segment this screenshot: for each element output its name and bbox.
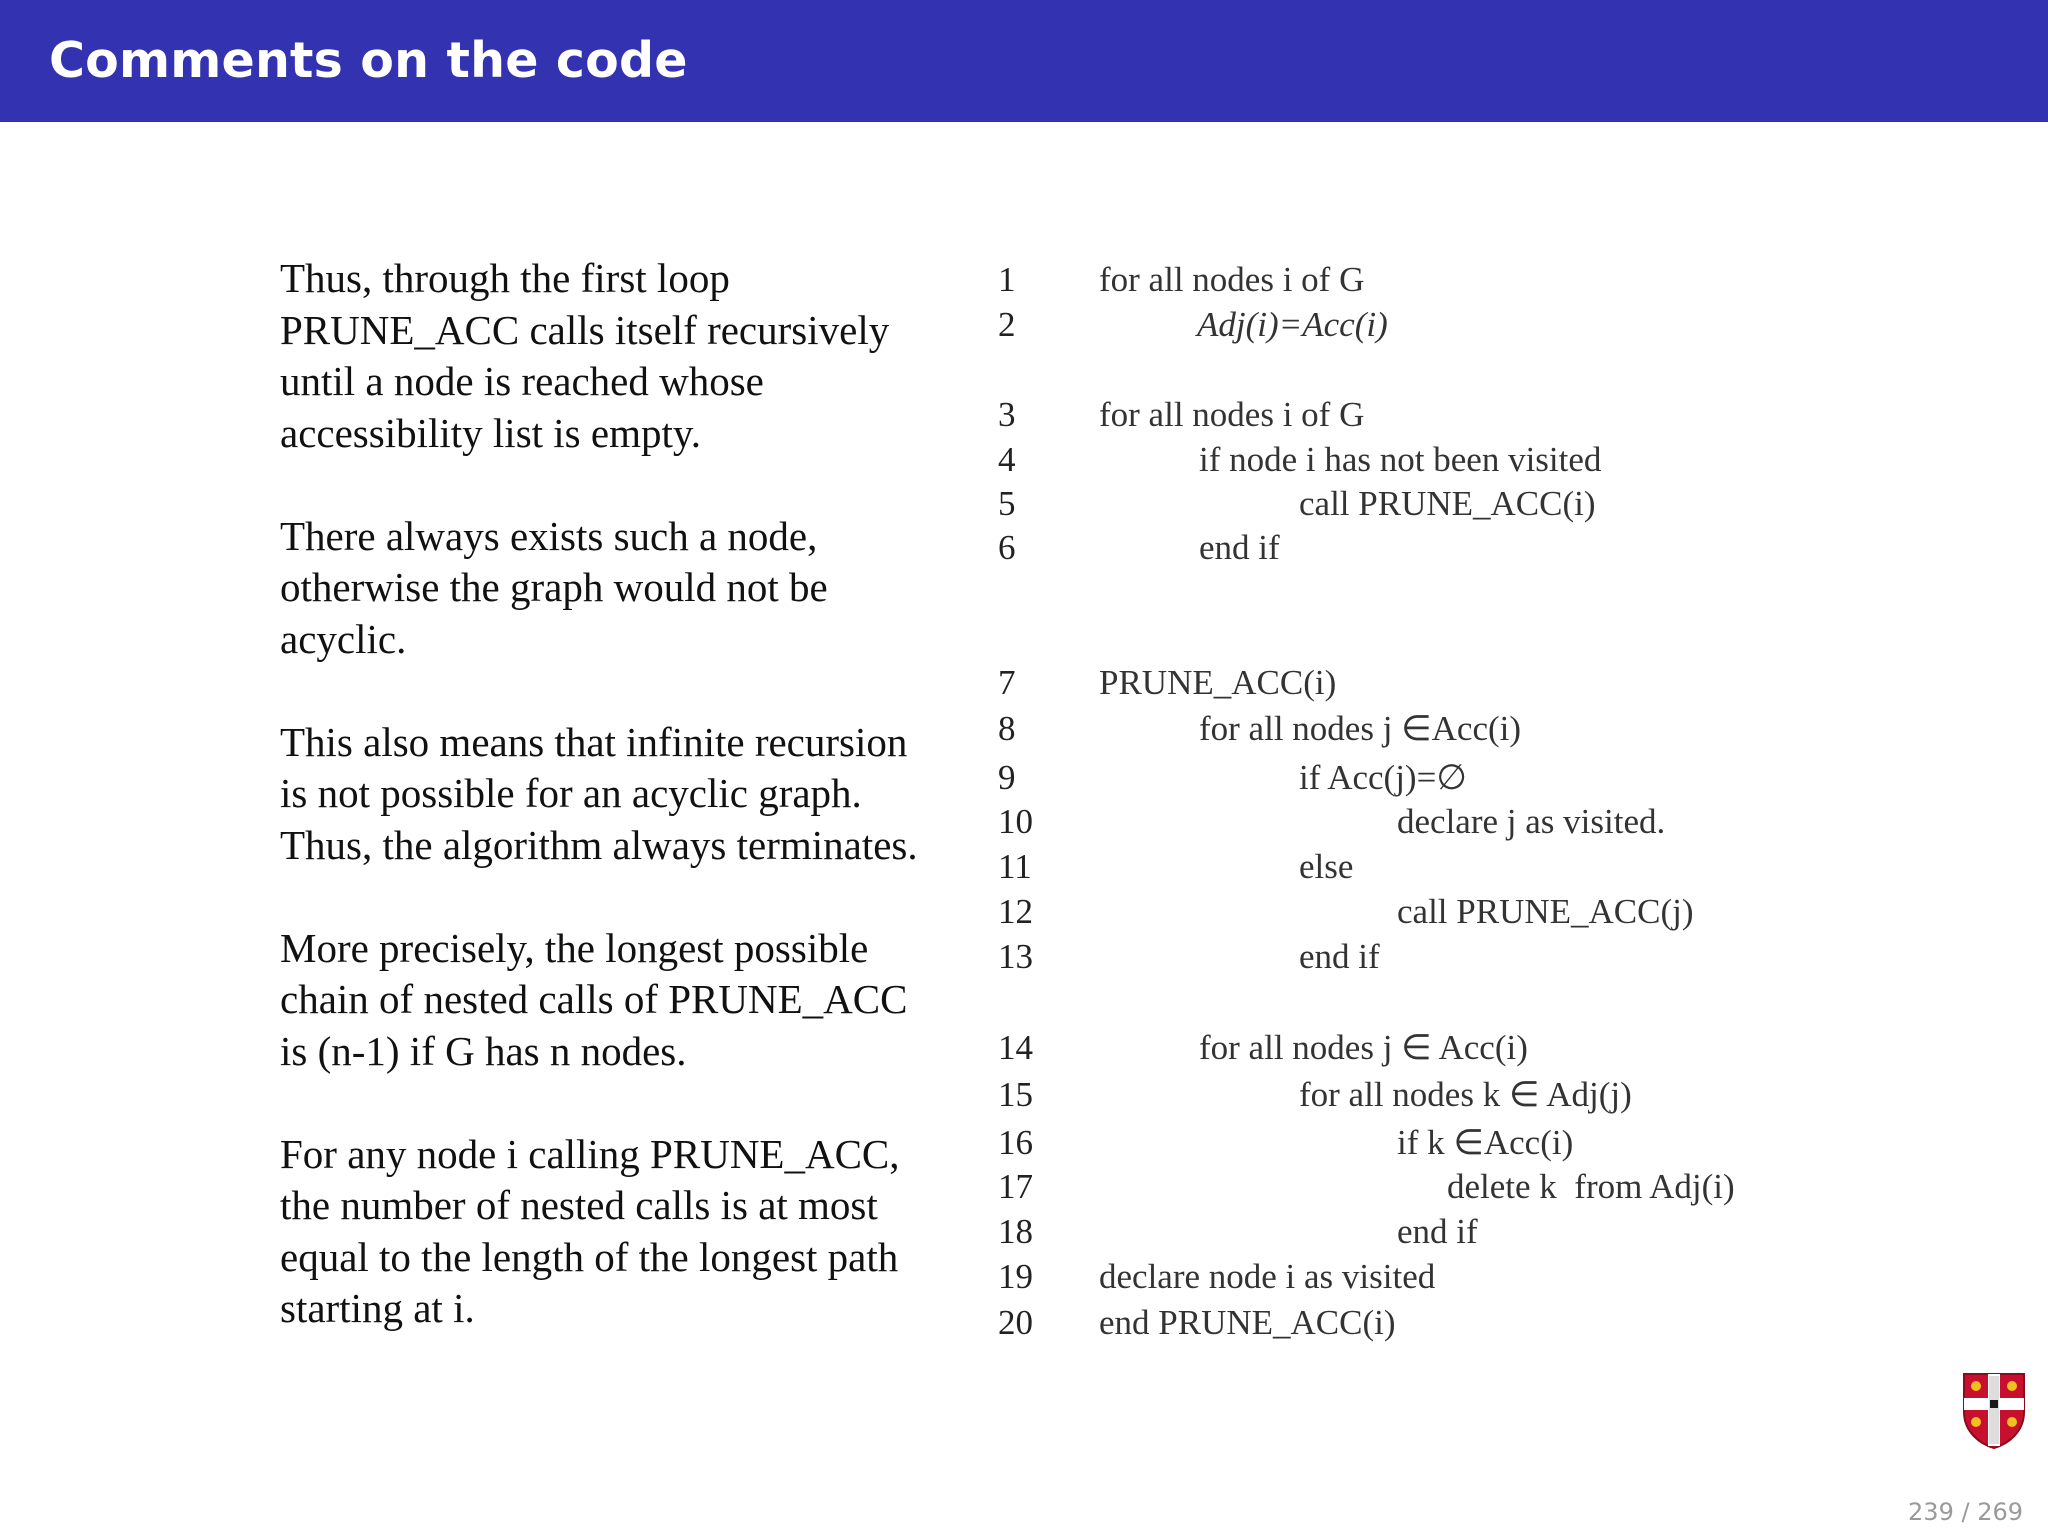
code-line: for all nodes i of G	[1099, 260, 1365, 299]
code-line: for all nodes i of G	[1099, 395, 1365, 434]
line-number: 11	[998, 847, 1032, 886]
code-line: end if	[1397, 1212, 1478, 1251]
university-crest-icon	[1962, 1372, 2026, 1450]
text-line: PRUNE_ACC calls itself recursively	[280, 306, 890, 353]
code-line: end if	[1199, 528, 1280, 567]
code-line: end PRUNE_ACC(i)	[1099, 1303, 1396, 1342]
text-line: Thus, through the first loop	[280, 255, 730, 301]
text-line: More precisely, the longest possible	[280, 924, 869, 971]
line-number: 4	[998, 440, 1016, 479]
line-number: 9	[998, 758, 1016, 797]
text-line: acyclic.	[280, 615, 407, 662]
text-line: starting at i.	[280, 1285, 475, 1331]
code-line: end if	[1299, 937, 1380, 976]
text-line: until a node is reached whose	[280, 358, 764, 404]
code-line: if node i has not been visited	[1199, 440, 1602, 479]
text-line: equal to the length of the longest path	[280, 1233, 899, 1280]
line-number: 10	[998, 802, 1033, 841]
code-line: declare node i as visited	[1099, 1257, 1436, 1296]
line-number: 14	[998, 1028, 1033, 1067]
line-number: 18	[998, 1212, 1033, 1251]
line-number: 16	[998, 1123, 1033, 1162]
text-line: accessibility list is empty.	[280, 409, 701, 456]
line-number: 17	[998, 1167, 1033, 1206]
code-line: if k ∈Acc(i)	[1397, 1123, 1574, 1162]
text-line: is not possible for an acyclic graph.	[280, 770, 862, 816]
code-line: delete k from Adj(i)	[1447, 1167, 1735, 1206]
line-number: 2	[998, 305, 1016, 344]
line-number: 8	[998, 709, 1016, 748]
page-number	[1908, 1498, 2023, 1526]
code-line: if Acc(j)=∅	[1299, 758, 1467, 797]
text-line: chain of nested calls of PRUNE_ACC	[280, 976, 908, 1022]
text-line: This also means that infinite recursion	[280, 718, 908, 765]
line-number: 1	[998, 260, 1016, 299]
code-line: else	[1299, 847, 1354, 886]
line-number: 12	[998, 892, 1033, 931]
text-line: Thus, the algorithm always terminates.	[280, 821, 918, 868]
page-current: 239	[1908, 1498, 1954, 1526]
text-line: is (n-1) if G has n nodes.	[280, 1027, 687, 1074]
code-line: for all nodes k ∈ Adj(j)	[1299, 1075, 1632, 1114]
line-number: 15	[998, 1075, 1033, 1114]
line-number: 6	[998, 528, 1016, 567]
line-number: 7	[998, 663, 1016, 702]
code-line: for all nodes j ∈ Acc(i)	[1199, 1028, 1528, 1067]
line-number: 20	[998, 1303, 1033, 1342]
code-line: for all nodes j ∈Acc(i)	[1199, 709, 1522, 748]
line-number: 3	[998, 395, 1016, 434]
code-line: call PRUNE_ACC(i)	[1299, 484, 1596, 523]
line-number: 5	[998, 484, 1016, 523]
text-line: otherwise the graph would not be	[280, 564, 828, 610]
slide-title: Comments on the code	[49, 32, 688, 89]
code-line: declare j as visited.	[1397, 802, 1666, 841]
code-line: PRUNE_ACC(i)	[1099, 663, 1337, 702]
page-separator: /	[1953, 1498, 1978, 1526]
line-number: 19	[998, 1257, 1033, 1296]
text-line: There always exists such a node,	[280, 512, 818, 559]
text-line: the number of nested calls is at most	[280, 1182, 878, 1228]
code-line: Adj(i)=Acc(i)	[1197, 305, 1388, 344]
line-number: 13	[998, 937, 1033, 976]
text-line: For any node i calling PRUNE_ACC,	[280, 1130, 900, 1177]
page-total: 269	[1977, 1498, 2023, 1526]
code-line: call PRUNE_ACC(j)	[1397, 892, 1694, 931]
